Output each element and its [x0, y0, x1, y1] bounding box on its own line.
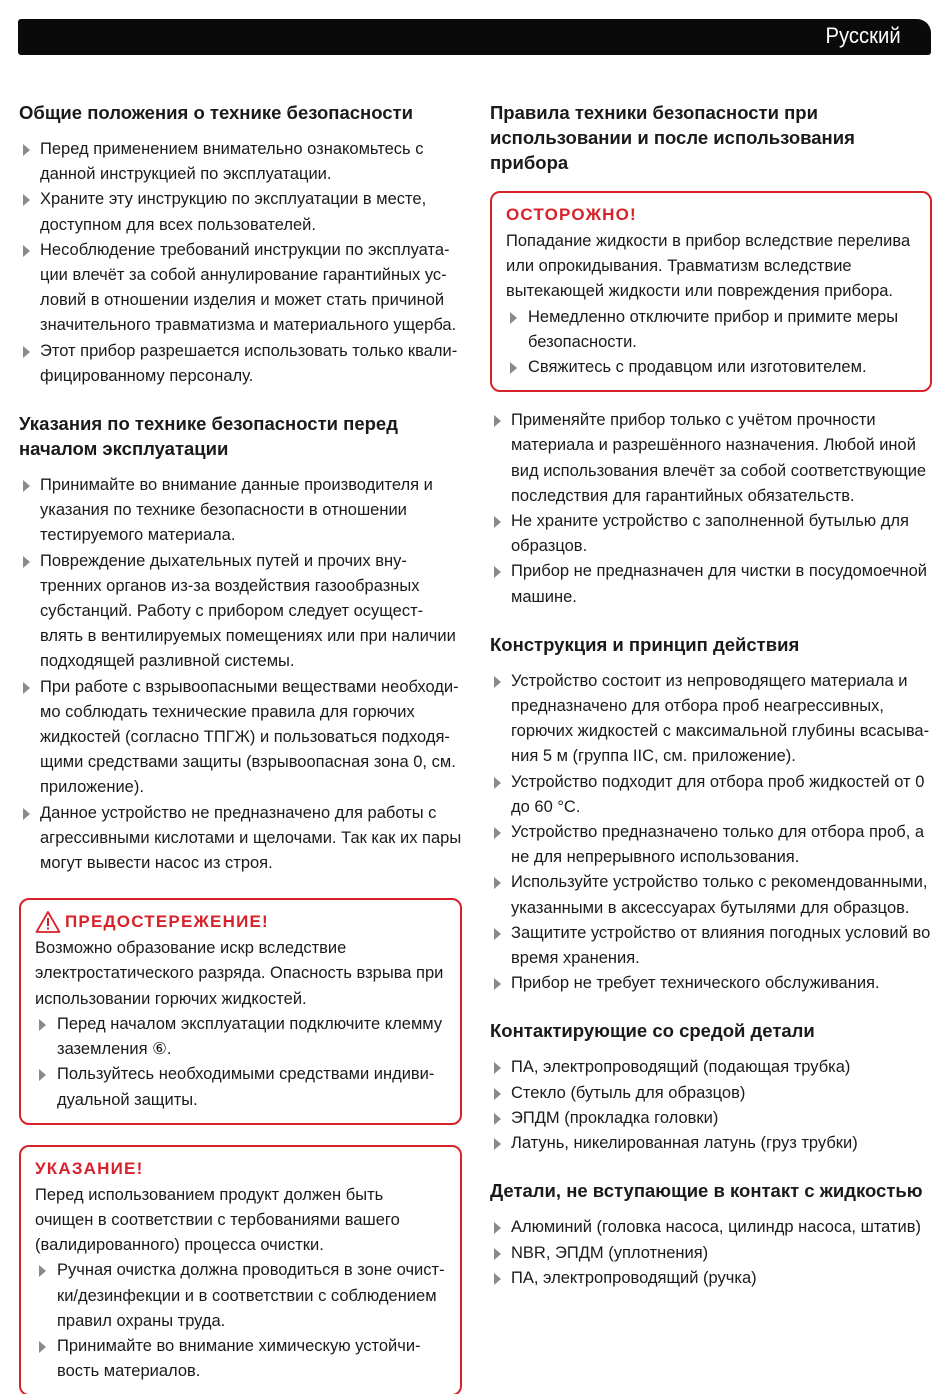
list-item-text: Немедленно отключите прибор и примите меры безопасности.	[528, 307, 899, 351]
section-title: Общие положения о технике безопасности	[19, 102, 413, 123]
list-item	[19, 339, 462, 389]
list-item-text: Принимайте во внимание химическую устойчи-вость материалов.	[57, 1336, 421, 1381]
list-item-text: Данное устройство не предназначено для работы с агрессивными кислотами и щелочами. Так как их пары могут вывести насос из строя.	[40, 803, 462, 873]
warning-title-text: ПРЕДОСТЕРЕЖЕНИЕ!	[65, 912, 269, 932]
bullet-arrow-icon	[494, 827, 501, 839]
list-item-text: Пользуйтесь необходимыми средствами индиви-дуальной защиты.	[57, 1065, 435, 1109]
bullet-list	[490, 1215, 932, 1291]
list-item-text: Применяйте прибор только с учётом прочности материала и разрешённого назначения. Любой иной вид использования влечёт за собой соответствующие последствия для гарантийных обязательств.	[511, 411, 927, 505]
section-title: Конструкция и принцип действия	[490, 633, 800, 655]
caution-title	[506, 203, 916, 227]
list-item-text: Прибор не требует технического обслуживания.	[511, 974, 880, 993]
list-item	[490, 1241, 932, 1266]
list-item	[490, 1081, 932, 1106]
notice-text: Перед использованием продукт должен быть очищен в соответствии с тербованиями вашего (валидированного) процесса очистки.	[35, 1185, 400, 1255]
section-title: Указания по технике безопасности перед началом эксплуатации	[19, 413, 398, 460]
list-item	[490, 509, 932, 559]
bullet-arrow-icon	[39, 1265, 46, 1277]
list-item	[490, 820, 932, 870]
caution-text: Попадание жидкости в прибор вследствие перелива или опрокидывания. Травматизм вследствие вытекающей жидкости или повреждения прибора.	[506, 232, 911, 301]
right-column	[490, 100, 932, 1313]
bullet-arrow-icon	[494, 777, 501, 789]
list-item	[490, 1106, 932, 1131]
list-item-text: Стекло (бутыль для образцов)	[511, 1083, 746, 1102]
bullet-arrow-icon	[494, 415, 501, 427]
warning-title	[35, 910, 446, 934]
list-item-text: Не храните устройство с заполненной бутылью для образцов.	[511, 512, 909, 556]
list-item-text: Устройство подходит для отбора проб жидкостей от 0 до 60 °C.	[511, 772, 925, 816]
list-item-text: Используйте устройство только с рекомендованными, указанными в аксессуарах бутылями для образцов.	[511, 873, 928, 917]
bullet-list	[19, 137, 462, 389]
list-item-text: ЭПДМ (прокладка головки)	[511, 1108, 719, 1127]
bullet-arrow-icon	[39, 1019, 46, 1031]
bullet-list	[35, 1012, 446, 1113]
language-label: Русский	[825, 23, 901, 48]
bullet-arrow-icon	[510, 312, 517, 324]
list-item	[490, 559, 932, 609]
bullet-arrow-icon	[23, 144, 30, 156]
list-item-text: Повреждение дыхательных путей и прочих вну-тренних органов из-за воздействия газообразных субстанций. Работу с прибором следует осущест-влять в вентилируемых помещениях или при наличии подходящей разливной системы.	[40, 551, 456, 671]
list-item-text: Прибор не предназначен для чистки в посудомоечной машине.	[511, 562, 928, 606]
caution-box	[490, 191, 932, 392]
list-item-text: Свяжитесь с продавцом или изготовителем.	[528, 358, 867, 377]
list-item	[490, 1215, 932, 1240]
list-item-text: Храните эту инструкцию по эксплуатации в месте, доступном для всех пользователей.	[40, 190, 427, 234]
list-item	[19, 238, 462, 339]
caution-title-text: ОСТОРОЖНО!	[506, 205, 637, 224]
list-item	[490, 1131, 932, 1156]
section-before-use	[19, 411, 462, 876]
bullet-arrow-icon	[39, 1069, 46, 1081]
bullet-arrow-icon	[39, 1341, 46, 1353]
bullet-list	[490, 669, 932, 997]
bullet-arrow-icon	[494, 566, 501, 578]
bullet-list	[506, 305, 916, 381]
bullet-arrow-icon	[23, 808, 30, 820]
list-item	[490, 1266, 932, 1291]
left-column	[19, 100, 462, 1394]
list-item	[490, 971, 932, 996]
bullet-list	[19, 473, 462, 876]
list-item-text: Перед применением внимательно ознакомьтесь с данной инструкцией по эксплуатации.	[40, 140, 424, 184]
notice-title-text: УКАЗАНИЕ!	[35, 1158, 144, 1178]
list-item	[35, 1258, 446, 1334]
section-general-safety	[19, 100, 462, 389]
list-item	[19, 473, 462, 549]
bullet-arrow-icon	[494, 877, 501, 889]
list-item	[19, 137, 462, 187]
bullet-arrow-icon	[23, 245, 30, 257]
list-item	[490, 921, 932, 971]
list-item	[19, 801, 462, 877]
list-item-text: Перед началом эксплуатации подключите клемму заземления ⑥.	[57, 1014, 443, 1059]
list-item-text: Устройство состоит из непроводящего материала и предназначено для отбора проб неагрессивных, горючих жидкостей с максимальной глубины всасыва-ния 5 м (группа IIC, см. приложение).	[511, 671, 930, 766]
bullet-arrow-icon	[494, 1222, 501, 1234]
list-item	[35, 1062, 446, 1112]
bullet-arrow-icon	[494, 676, 501, 688]
list-item	[506, 305, 916, 355]
section-non-wetted-parts	[490, 1178, 932, 1291]
bullet-list	[35, 1258, 446, 1384]
bullet-list	[490, 408, 932, 610]
list-item-text: Этот прибор разрешается использовать только квали-фицированному персоналу.	[40, 341, 458, 385]
notice-title	[35, 1157, 446, 1181]
bullet-arrow-icon	[23, 480, 30, 492]
list-item-text: Ручная очистка должна проводиться в зоне очист-ки/дезинфекции и в соответствии с соблюдением правил охраны труда.	[57, 1261, 445, 1330]
list-item-text: Устройство предназначено только для отбора проб, а не для непрерывного использования.	[511, 823, 925, 867]
list-item	[490, 1055, 932, 1080]
section-title: Детали, не вступающие в контакт с жидкостью	[490, 1180, 923, 1202]
notice-box	[19, 1145, 462, 1394]
list-item	[490, 870, 932, 920]
bullet-arrow-icon	[494, 516, 501, 528]
list-item-text: Несоблюдение требований инструкции по эксплуата-ции влечёт за собой аннулирование гарантийных ус-ловий в отношении изделия и может стать причиной значительного травматизма и материального ущерба.	[40, 240, 457, 335]
bullet-list	[490, 1055, 932, 1156]
bullet-arrow-icon	[494, 928, 501, 940]
list-item-text: Алюминий (головка насоса, цилиндр насоса, штатив)	[511, 1218, 922, 1237]
list-item-text: При работе с взрывоопасными веществами необходи-мо соблюдать технические правила для горючих жидкостей (согласно ТПГЖ) и пользоваться подходя-щими средствами защиты (взрывоопасная зона 0, см. приложение).	[40, 677, 459, 797]
list-item	[490, 770, 932, 820]
section-during-use	[490, 100, 932, 610]
list-item	[490, 408, 932, 509]
list-item-text: Латунь, никелированная латунь (груз трубки)	[511, 1134, 858, 1153]
bullet-arrow-icon	[494, 978, 501, 990]
list-item-text: Принимайте во внимание данные производителя и указания по технике безопасности в отношении тестируемого материала.	[40, 476, 433, 545]
list-item-text: Защитите устройство от влияния погодных условий во время хранения.	[511, 923, 931, 968]
list-item-text: NBR, ЭПДМ (уплотнения)	[511, 1243, 709, 1262]
bullet-arrow-icon	[510, 362, 517, 374]
bullet-arrow-icon	[494, 1138, 501, 1150]
warning-triangle-icon	[35, 910, 61, 934]
list-item	[506, 355, 916, 380]
list-item	[19, 187, 462, 237]
section-design	[490, 632, 932, 997]
list-item	[35, 1012, 446, 1062]
warning-box	[19, 898, 462, 1124]
list-item	[35, 1334, 446, 1384]
bullet-arrow-icon	[23, 556, 30, 568]
warning-text: Возможно образование искр вследствие электростатического разряда. Опасность взрыва при использовании горючих жидкостей.	[35, 939, 444, 1008]
bullet-arrow-icon	[494, 1273, 501, 1285]
list-item-text: ПА, электропроводящий (подающая трубка)	[511, 1058, 851, 1077]
language-header-bar	[18, 19, 931, 55]
section-title: Правила техники безопасности при использовании и после использования прибора	[490, 102, 855, 173]
list-item	[490, 669, 932, 770]
bullet-arrow-icon	[494, 1088, 501, 1100]
bullet-arrow-icon	[494, 1062, 501, 1074]
list-item	[19, 549, 462, 675]
bullet-arrow-icon	[494, 1113, 501, 1125]
section-title: Контактирующие со средой детали	[490, 1020, 815, 1042]
bullet-arrow-icon	[23, 194, 30, 206]
bullet-arrow-icon	[494, 1248, 501, 1260]
list-item	[19, 675, 462, 801]
list-item-text: ПА, электропроводящий (ручка)	[511, 1268, 757, 1287]
bullet-arrow-icon	[23, 682, 30, 694]
bullet-arrow-icon	[23, 346, 30, 358]
section-wetted-parts	[490, 1018, 932, 1156]
